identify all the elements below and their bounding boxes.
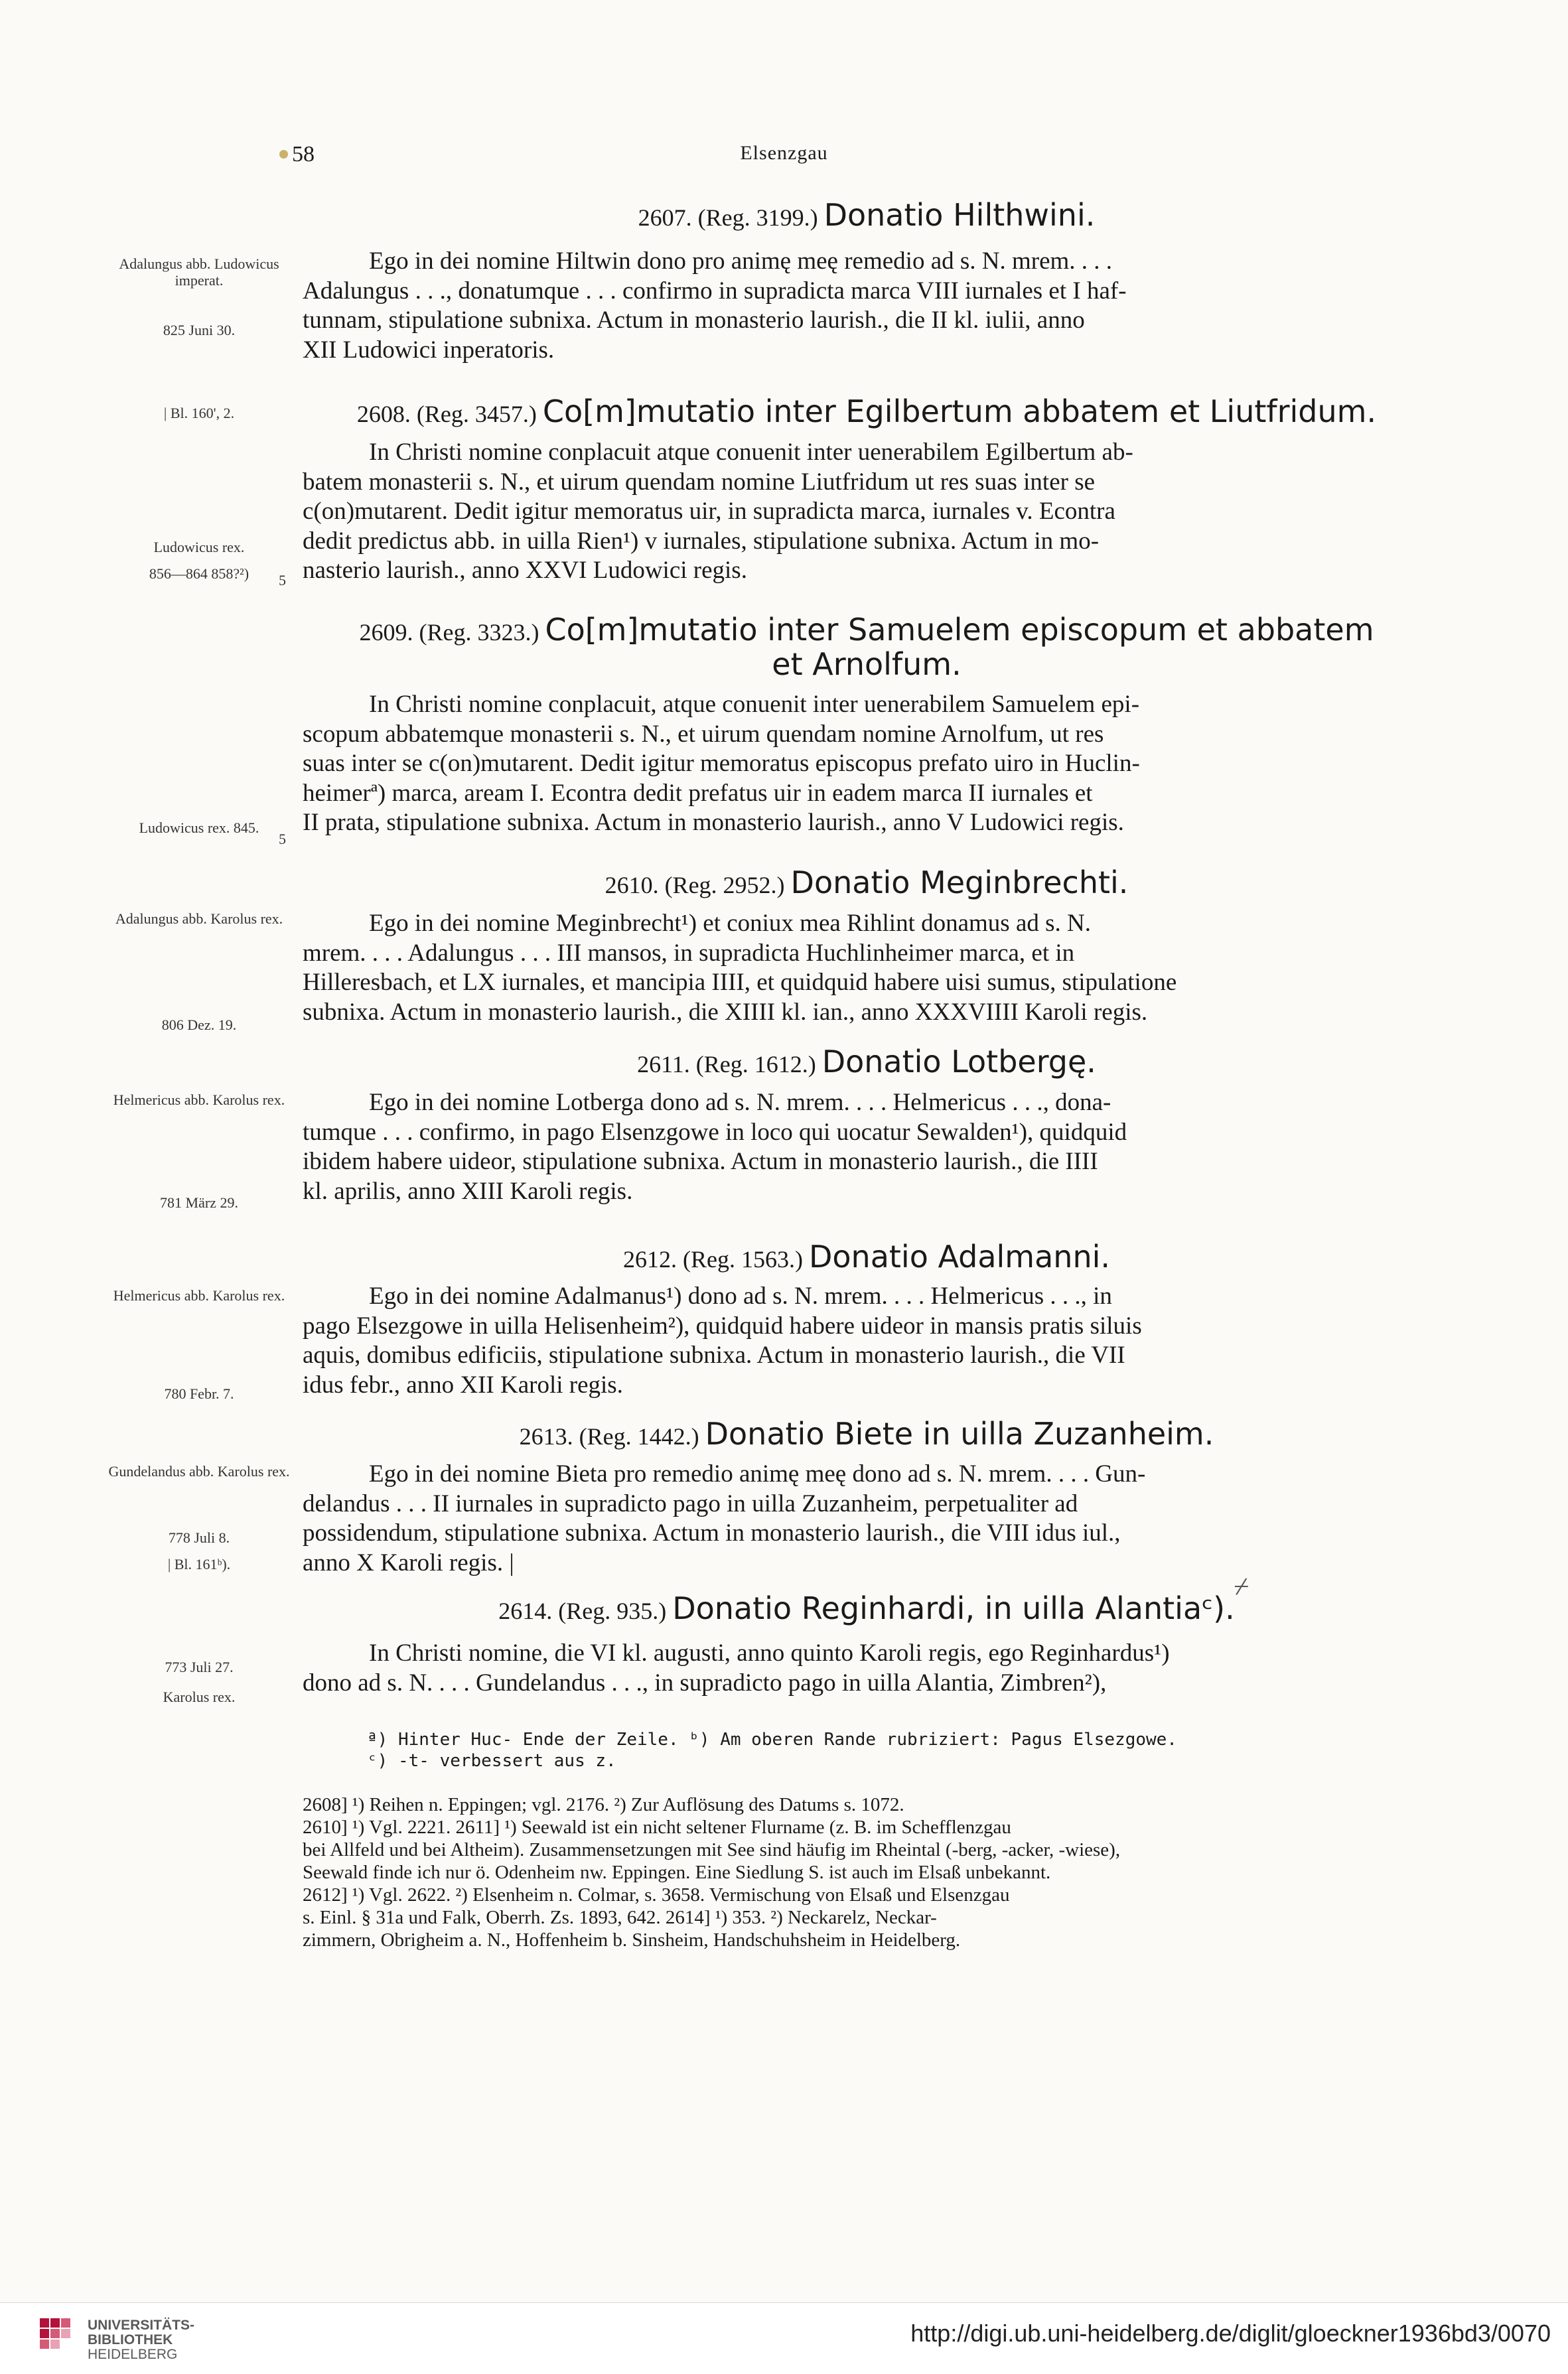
- entry-text-2613: Ego in dei nomine Bieta pro remedio animę meę dono ad s. N. mrem. . . . Gun- delandus . . . II iurnales in supradicto pago in uilla Zuzanheim, perpetualiter ad possidendum, stipulatione subnixa. Actum in monasterio laurish., die VIII idus iul., anno X Karoli regis. |: [303, 1460, 1146, 1576]
- entry-text-2610: Ego in dei nomine Meginbrecht¹) et coniux mea Rihlint donamus ad s. N. mrem. . . . Adalungus . . . III mansos, in supradicta Huchlinheimer marca, et in Hilleresbach, et LX iurnales, et mancipia IIII, et quidquid habere uisi sumus, stipulatione subnixa. Actum in monasterio laurish., die XIIII kl. ian., anno XXXVIIII Karoli regis.: [303, 910, 1177, 1026]
- entry-heading-2611: 2611. (Reg. 1612.) Donatio Lotbergę.: [637, 1044, 1096, 1080]
- margin-date-2614: 773 Juli 27.: [165, 1659, 234, 1675]
- margin-date-2608: 856—864 858?²): [149, 565, 249, 582]
- margin-date-2613: 778 Juli 8.: [168, 1529, 230, 1546]
- margin-date-2607: 825 Juni 30.: [163, 322, 236, 338]
- margin-note-2612: Helmericus abb. Karolus rex.: [113, 1287, 285, 1304]
- entry-text-2609: In Christi nomine conplacuit, atque conuenit inter uenerabilem Samuelem epi- scopum abbatemque monasterii s. N., et uirum quendam nomine Arnolfum, ut res suas inter se c(on)mutarent. Dedit igitur memoratus episcopus prefato uiro in Huclin- heimerª) marca, aream I. Econtra dedit prefatus uir in eadem marca II iurnales et II prata, stipulatione subnixa. Actum in monasterio laurish., anno V Ludowici regis.: [303, 691, 1140, 836]
- margin-note-2610: Adalungus abb. Karolus rex.: [115, 910, 283, 927]
- library-logo-icon[interactable]: [38, 2317, 81, 2363]
- margin-note-2614: Karolus rex.: [163, 1689, 236, 1705]
- entry-text-2611: Ego in dei nomine Lotberga dono ad s. N. mrem. . . . Helmericus . . ., dona- tumque . . . confirmo, in pago Elsenzgowe in loco qui uocatur Sewalden¹), quidquid ibidem habere uideor, stipulatione subnixa. Actum in monasterio laurish., die IIII kl. aprilis, anno XIII Karoli regis.: [303, 1089, 1127, 1205]
- entry-text-2608: In Christi nomine conplacuit atque conuenit inter uenerabilem Egilbertum ab- batem monasterii s. N., et uirum quendam nomine Liutfridum ut res suas inter se c(on)mutarent. Dedit igitur memoratus uir, in supradicta marca, iurnales v. Econtra dedit predictus abb. in uilla Rien¹) v iurnales, stipulatione subnixa. Actum in mo- nasterio laurish., anno XXVI Ludowici regis.: [303, 439, 1133, 584]
- line-number: 5: [279, 572, 286, 589]
- entry-text-2612: Ego in dei nomine Adalmanus¹) dono ad s. N. mrem. . . . Helmericus . . ., in pago Elsezgowe in uilla Helisenheim²), quidquid habere uideor in mansis pratis siluis aquis, domibus edificiis, stipulatione subnixa. Actum in monasterio laurish., die VII idus febr., anno XII Karoli regis.: [303, 1283, 1142, 1399]
- entry-heading-2609: 2609. (Reg. 3323.) Co[m]mutatio inter Samuelem episcopum et abbatem et Arnolfum.: [359, 612, 1374, 682]
- entry-heading-2613: 2613. (Reg. 1442.) Donatio Biete in uilla Zuzanheim.: [519, 1416, 1214, 1452]
- margin-note-2609: Ludowicus rex. 845.: [139, 819, 259, 836]
- entry-heading-2607: 2607. (Reg. 3199.) Donatio Hilthwini.: [638, 197, 1096, 233]
- margin-date-2612: 780 Febr. 7.: [164, 1385, 234, 1402]
- entry-text-2607: Ego in dei nomine Hiltwin dono pro animę meę remedio ad s. N. mrem. . . . Adalungus . . ., donatumque . . . confirmo in supradicta marca VIII iurnales et I haf- tunnam, stipulatione subnixa. Actum in monasterio laurish., die II kl. iulii, anno XII Ludowici inperatoris.: [303, 247, 1127, 364]
- entry-text-2614: In Christi nomine, die VI kl. augusti, anno quinto Karoli regis, ego Reginhardus¹) dono ad s. N. . . . Gundelandus . . ., in supradicto pago in uilla Alantia, Zimbren²),: [303, 1640, 1170, 1697]
- entry-heading-2610: 2610. (Reg. 2952.) Donatio Meginbrechti.: [605, 865, 1129, 900]
- page-number: 58: [292, 142, 315, 167]
- pencil-mark-icon: ⌿: [1234, 1573, 1249, 1600]
- margin-note-2607: Adalungus abb. Ludowicus imperat.: [119, 255, 279, 289]
- entry-heading-2612: 2612. (Reg. 1563.) Donatio Adalmanni.: [623, 1239, 1110, 1275]
- entry-heading-2614: 2614. (Reg. 935.) Donatio Reginhardi, in uilla Alantiaᶜ).: [498, 1590, 1235, 1626]
- source-url-link[interactable]: http://digi.ub.uni-heidelberg.de/diglit/gloeckner1936bd3/0070: [910, 2320, 1551, 2347]
- margin-note-2613: Gundelandus abb. Karolus rex.: [108, 1463, 290, 1480]
- margin-ref-2608: | Bl. 160', 2.: [163, 405, 235, 421]
- entry-heading-2608: 2608. (Reg. 3457.) Co[m]mutatio inter Egilbertum abbatem et Liutfridum.: [356, 393, 1377, 429]
- margin-note-2608: Ludowicus rex.: [153, 539, 245, 555]
- library-name: UNIVERSITÄTS- BIBLIOTHEK HEIDELBERG: [88, 2318, 195, 2362]
- line-number: 5: [279, 831, 286, 847]
- margin-date-2610: 806 Dez. 19.: [161, 1016, 237, 1033]
- running-title: Elsenzgau: [740, 142, 828, 164]
- margin-note-2611: Helmericus abb. Karolus rex.: [113, 1091, 285, 1108]
- textual-notes: ª) Hinter Huc- Ende der Zeile. ᵇ) Am oberen Rande rubriziert: Pagus Elsezgowe. ᶜ) -t- verbessert aus z.: [367, 1730, 1177, 1771]
- margin-ref-2613: | Bl. 161ᵇ).: [167, 1556, 231, 1572]
- margin-date-2611: 781 März 29.: [160, 1194, 238, 1211]
- footnotes: 2608] ¹) Reihen n. Eppingen; vgl. 2176. ²) Zur Auflösung des Datums s. 1072. 2610] ¹) Vgl. 2221. 2611] ¹) Seewald ist ein nicht seltener Flurname (z. B. im Schefflenzgau bei Allfeld und bei Altheim). Zusammensetzungen mit See sind häufig im Rheintal (-berg, -acker, -wiese), Seewald finde ich nur ö. Odenheim nw. Eppingen. Eine Siedlung S. ist auch im Elsaß unbekannt. 2612] ¹) Vgl. 2622. ²) Elsenheim n. Colmar, s. 3658. Vermischung von Elsaß und Elsenzgau s. Einl. § 31a und Falk, Oberrh. Zs. 1893, 642. 2614] ¹) 353. ²) Neckarelz, Neckar- zimmern, Obrigheim a. N., Hoffenheim b. Sinsheim, Handschuhsheim in Heidelberg.: [303, 1794, 1121, 1951]
